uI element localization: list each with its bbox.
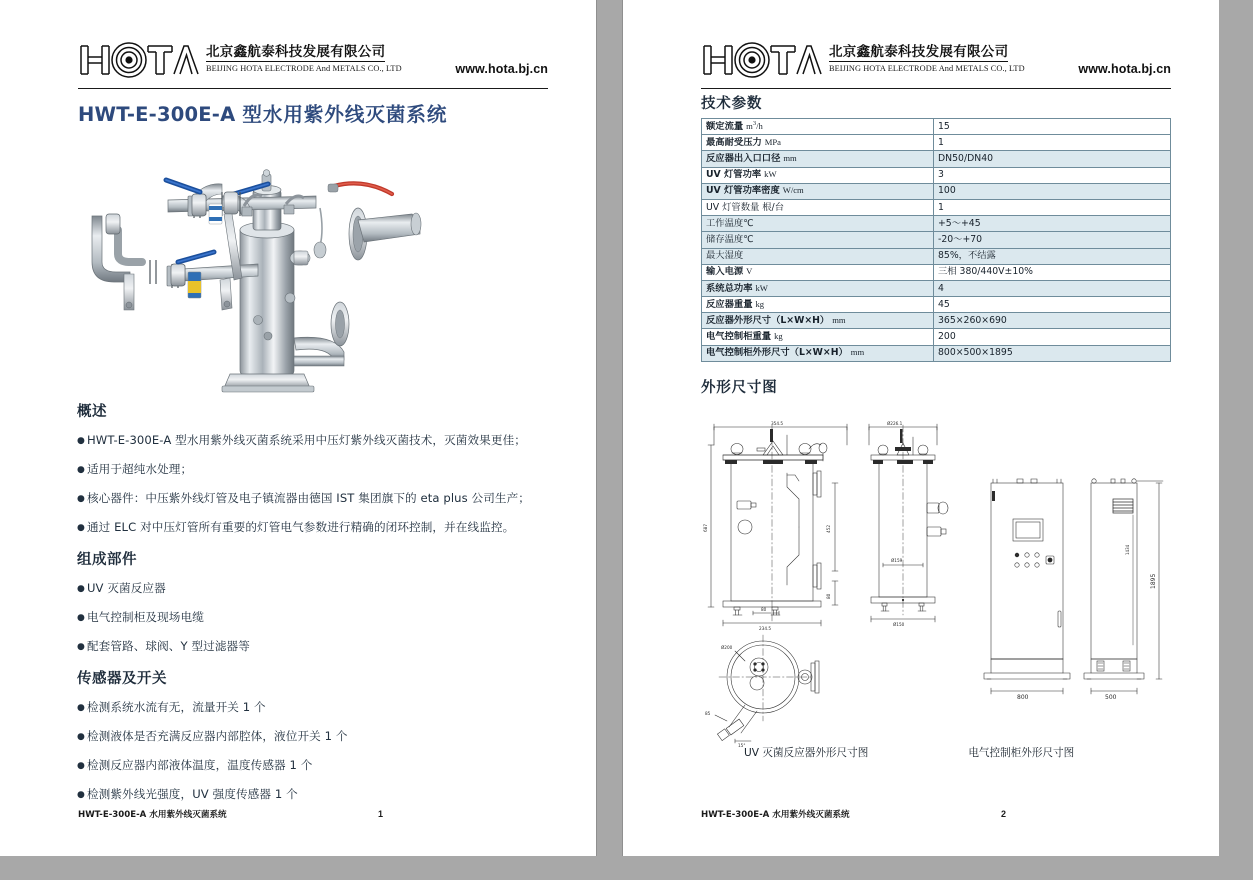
hota-logo-icon xyxy=(701,40,821,80)
list-item: ● 检测反应器内部液体温度，温度传感器 1 个 xyxy=(77,757,577,773)
table-row xyxy=(702,167,1171,183)
header-divider xyxy=(701,88,1171,89)
spec-value: 800×500×1895 xyxy=(934,345,1171,361)
page-1-body xyxy=(77,400,577,815)
spec-label: UV 灯管功率 kW xyxy=(702,167,934,183)
page-title xyxy=(78,99,447,127)
spec-value: 1 xyxy=(934,199,1171,215)
table-row xyxy=(702,313,1171,329)
spec-value: 3 xyxy=(934,167,1171,183)
table-row xyxy=(702,345,1171,361)
table-row xyxy=(702,119,1171,135)
section-heading-sensors: 传感器及开关 xyxy=(77,671,167,687)
dim-cabinet-width: 800 xyxy=(1017,694,1029,701)
spec-label: UV 灯管功率密度 W/cm xyxy=(702,183,934,199)
section-heading-components: 组成部件 xyxy=(77,552,137,568)
spec-value: 45 xyxy=(934,297,1171,313)
spec-value: DN50/DN40 xyxy=(934,151,1171,167)
table-row xyxy=(702,199,1171,215)
table-row xyxy=(702,232,1171,248)
page-2 xyxy=(623,0,1219,856)
dim-bolt-span: 80 xyxy=(761,607,767,612)
list-item: ● UV 灭菌反应器 xyxy=(77,580,577,596)
dim-height: 687 xyxy=(703,524,708,532)
table-row xyxy=(702,135,1171,151)
page-1-footer xyxy=(78,808,548,820)
dim-top-width: 354.5 xyxy=(771,421,783,426)
table-row xyxy=(702,280,1171,296)
spec-label: 电气控制柜重量 kg xyxy=(702,329,934,345)
spec-label: 最高耐受压力 MPa xyxy=(702,135,934,151)
company-name-cn: 北京鑫航泰科技发展有限公司 xyxy=(206,40,385,62)
page-title-model: HWT-E-300E-A xyxy=(78,103,236,126)
table-row xyxy=(702,329,1171,345)
dimension-drawings xyxy=(701,415,1171,748)
list-item: ● 通过 ELC 对中压灯管所有重要的灯管电气参数进行精确的闭环控制，并在线监控。 xyxy=(77,519,577,535)
table-row xyxy=(702,297,1171,313)
table-row xyxy=(702,183,1171,199)
spec-value: 85%，不结露 xyxy=(934,248,1171,264)
spec-value: +5～+45 xyxy=(934,216,1171,232)
dim-base-plate: Ø150 xyxy=(893,622,905,627)
page-2-header xyxy=(701,38,1171,90)
spec-label: 储存温度℃ xyxy=(702,232,934,248)
spec-label: 输入电源 V xyxy=(702,264,934,280)
spec-label: 工作温度℃ xyxy=(702,216,934,232)
footer-page-number: 2 xyxy=(1000,809,1006,819)
list-item: ● 电气控制柜及现场电缆 xyxy=(77,609,577,625)
page-1-header xyxy=(78,38,548,90)
list-item: ● 检测液体是否充满反应器内部腔体，液位开关 1 个 xyxy=(77,728,577,744)
svg-text:1434: 1434 xyxy=(1125,544,1130,555)
spec-value: -20～+70 xyxy=(934,232,1171,248)
website-url[interactable]: www.hota.bj.cn xyxy=(1078,62,1171,76)
dim-top-dia: Ø226.1 xyxy=(887,421,903,426)
spec-value: 三相 380/440V±10% xyxy=(934,264,1171,280)
spec-value: 4 xyxy=(934,280,1171,296)
section-heading-overview: 概述 xyxy=(77,404,107,420)
page-1 xyxy=(0,0,596,856)
dim-nozzle-angle: 15° xyxy=(738,743,746,748)
list-item: ● HWT-E-300E-A 型水用紫外线灭菌系统采用中压灯紫外线灭菌技术，灭菌效果更佳； xyxy=(77,432,577,448)
spec-value: 1 xyxy=(934,135,1171,151)
company-name-block xyxy=(206,40,402,73)
footer-document-name: HWT-E-300E-A 水用紫外线灭菌系统 xyxy=(701,810,850,820)
page-2-footer xyxy=(701,808,1171,820)
spec-value: 365×260×690 xyxy=(934,313,1171,329)
dim-plan-dia: Ø200 xyxy=(721,645,733,650)
list-item: ● 检测紫外线光强度，UV 强度传感器 1 个 xyxy=(77,786,577,802)
footer-page-number: 1 xyxy=(377,809,383,819)
table-row xyxy=(702,264,1171,280)
spec-value: 15 xyxy=(934,119,1171,135)
section-heading-specs: 技术参数 xyxy=(701,96,763,112)
dim-cabinet-height: 1895 xyxy=(1150,573,1157,589)
spec-label: 反应器外形尺寸（L×W×H） mm xyxy=(702,313,934,329)
list-item: ● 核心器件：中压紫外线灯管及电子镇流器由德国 IST 集团旗下的 eta plus 公司生产； xyxy=(77,490,577,506)
technical-parameters-table xyxy=(701,118,1171,362)
footer-document-name: HWT-E-300E-A 水用紫外线灭菌系统 xyxy=(78,810,227,820)
list-item: ● 适用于超纯水处理； xyxy=(77,461,577,477)
header-divider xyxy=(78,88,548,89)
spec-label: 额定流量 $m^3/h$ xyxy=(702,119,934,135)
table-row xyxy=(702,248,1171,264)
company-name-block xyxy=(829,40,1025,73)
company-name-en: BEIJING HOTA ELECTRODE And METALS CO., LTD xyxy=(829,64,1025,73)
svg-text:85: 85 xyxy=(705,711,711,716)
dim-base-width: 234.5 xyxy=(759,626,771,631)
dim-barrel-dia: Ø159 xyxy=(891,558,903,563)
dim-base-offset: 80 xyxy=(826,593,831,599)
caption-reactor-drawing: UV 灭菌反应器外形尺寸图 xyxy=(744,747,869,759)
spec-label: UV 灯管数量 根/台 xyxy=(702,199,934,215)
spec-label: 最大湿度 xyxy=(702,248,934,264)
list-item: ● 检测系统水流有无，流量开关 1 个 xyxy=(77,699,577,715)
dim-inner-height: 452 xyxy=(826,525,831,533)
spec-label: 系统总功率 kW xyxy=(702,280,934,296)
section-heading-dimensions: 外形尺寸图 xyxy=(701,380,778,396)
company-name-en: BEIJING HOTA ELECTRODE And METALS CO., LTD xyxy=(206,64,402,73)
drawing-captions xyxy=(701,745,1171,760)
page-gutter xyxy=(596,0,623,856)
spec-label: 反应器出入口口径 mm xyxy=(702,151,934,167)
spec-value: 100 xyxy=(934,183,1171,199)
dim-cabinet-depth: 500 xyxy=(1105,694,1117,701)
company-name-cn: 北京鑫航泰科技发展有限公司 xyxy=(829,40,1008,62)
spec-value: 200 xyxy=(934,329,1171,345)
spec-label: 电气控制柜外形尺寸（L×W×H） mm xyxy=(702,345,934,361)
spec-label: 反应器重量 kg xyxy=(702,297,934,313)
hota-logo-icon xyxy=(78,40,198,80)
product-photo xyxy=(72,138,470,396)
page-title-rest: 型水用紫外线灭菌系统 xyxy=(242,103,448,126)
list-item: ● 配套管路、球阀、Y 型过滤器等 xyxy=(77,638,577,654)
website-url[interactable]: www.hota.bj.cn xyxy=(455,62,548,76)
caption-cabinet-drawing: 电气控制柜外形尺寸图 xyxy=(968,747,1075,759)
table-row xyxy=(702,151,1171,167)
table-row xyxy=(702,216,1171,232)
